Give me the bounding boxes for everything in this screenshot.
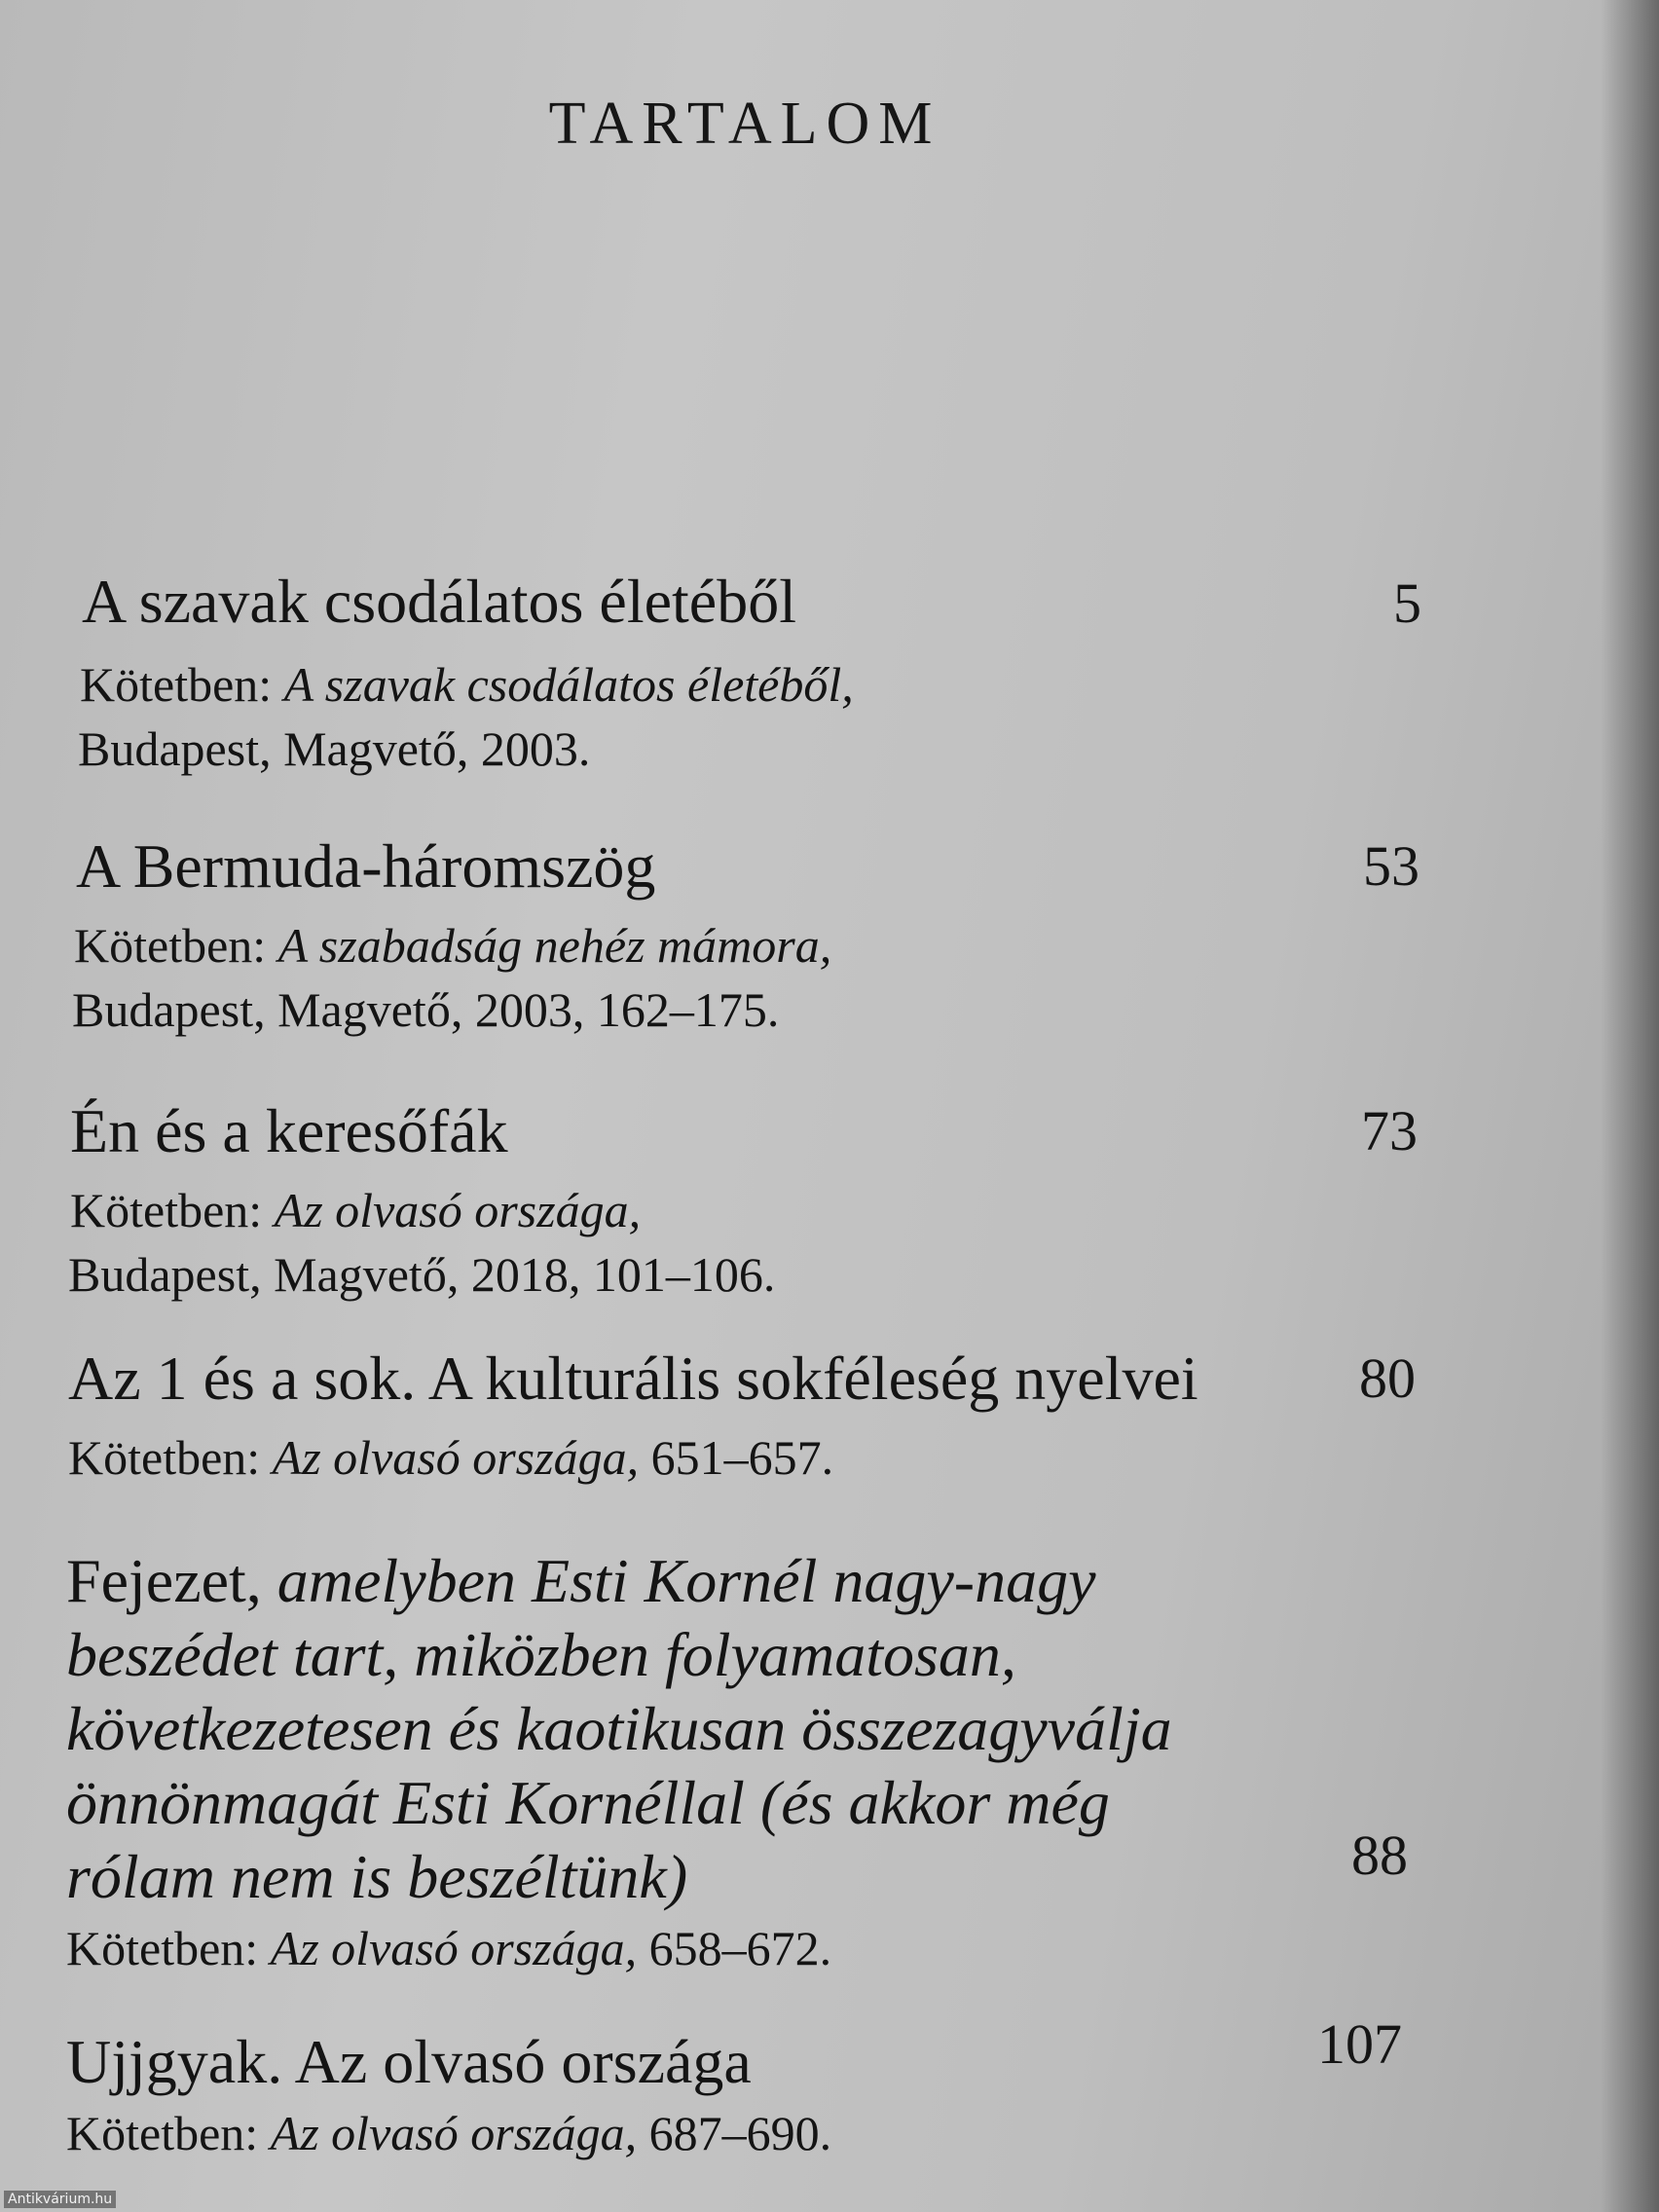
entry-page-number: 88: [1351, 1824, 1408, 1887]
entry-title-plain: Fejezet,: [66, 1546, 277, 1615]
source-book-title: Az olvasó országa,: [274, 1183, 642, 1237]
entry-title: Én és a keresőfák: [70, 1096, 508, 1165]
entry-title: Az 1 és a sok. A kulturális sokféleség nyelvei: [68, 1344, 1198, 1413]
entry-source-detail: Budapest, Magvető, 2018, 101–106.: [68, 1247, 776, 1302]
entry-page-number: 53: [1363, 834, 1419, 898]
entry-title-line: [66, 1840, 687, 1914]
entry-title-line: [66, 1544, 1095, 1618]
entry-title-line: [66, 1618, 1016, 1692]
entry-source: [70, 1178, 641, 1242]
source-book-title: Az olvasó országa,: [270, 2106, 638, 2160]
entry-source-detail: Budapest, Magvető, 2003.: [78, 721, 591, 776]
entry-source: [66, 1916, 831, 1980]
page-edge-shadow: [1601, 0, 1659, 2212]
entry-title: Ujjgyak. Az olvasó országa: [66, 2027, 752, 2096]
entry-page-number: 73: [1361, 1099, 1418, 1162]
entry-title-italic: következetesen és kaotikusan összezagyválja: [66, 1694, 1172, 1763]
entry-title: A szavak csodálatos életéből: [82, 567, 796, 636]
entry-source: [68, 1425, 833, 1490]
source-book-title: Az olvasó országa,: [270, 1921, 638, 1975]
entry-source: [80, 652, 854, 717]
source-prefix: Kötetben:: [66, 1921, 271, 1975]
entry-title-italic: beszédet tart, miközben folyamatosan,: [66, 1620, 1016, 1689]
entry-source: [66, 2101, 831, 2165]
source-book-title: A szabadság nehéz mámora,: [277, 918, 832, 973]
source-prefix: Kötetben:: [66, 2106, 271, 2160]
entry-title-italic: önnönmagát Esti Kornéllal (és akkor még: [66, 1768, 1110, 1837]
entry-page-number: 5: [1393, 571, 1421, 635]
source-prefix: Kötetben:: [70, 1183, 275, 1237]
entry-title: A Bermuda-háromszög: [76, 831, 656, 901]
entry-title-italic: amelyben Esti Kornél nagy-nagy: [276, 1546, 1096, 1615]
source-book-title: Az olvasó országa,: [272, 1430, 640, 1485]
source-prefix: Kötetben:: [80, 657, 284, 712]
entry-page-number: 80: [1359, 1346, 1416, 1410]
entry-title-line: [66, 1692, 1172, 1766]
source-pages: 651–657.: [639, 1430, 834, 1485]
source-pages: 687–690.: [637, 2106, 832, 2160]
entry-title-italic: rólam nem is beszéltünk): [66, 1842, 688, 1911]
source-book-title: A szavak csodálatos életéből,: [283, 657, 854, 712]
entry-source-detail: Budapest, Magvető, 2003, 162–175.: [72, 982, 780, 1037]
entry-title-line: [66, 1766, 1110, 1840]
entry-page-number: 107: [1317, 2012, 1402, 2076]
page-title: TARTALOM: [548, 91, 941, 157]
source-prefix: Kötetben:: [74, 918, 278, 973]
source-pages: 658–672.: [637, 1921, 832, 1975]
entry-source: [74, 913, 831, 977]
source-prefix: Kötetben:: [68, 1430, 273, 1485]
watermark: Antikvárium.hu: [4, 2191, 116, 2208]
